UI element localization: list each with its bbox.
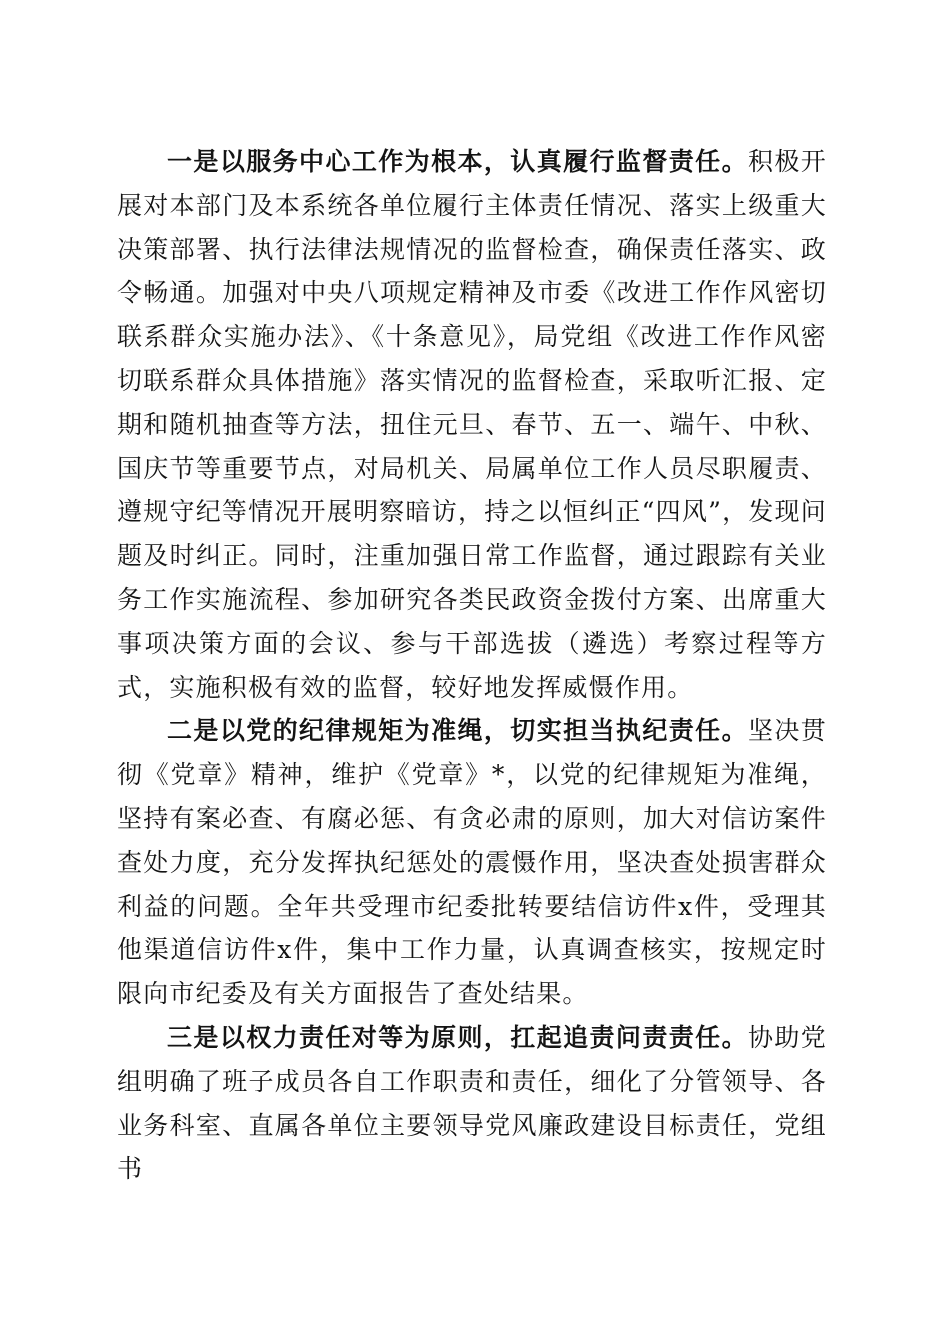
paragraph-text: 坚决贯彻《党章》精神，维护《党章》*，以党的纪律规矩为准绳，坚持有案必查、有腐必惩、有贪必肃的原则，加大对信访案件查处力度，充分发挥执纪惩处的震慑作用，坚决查处损害群众利益的问题。全年共受理市纪委批转要结信访件x件，受理其他渠道信访件x件，集中工作力量，认真调查核实，按规定时限向市纪委及有关方面报告了查处结果。 [117, 716, 828, 1009]
paragraph-accountability [117, 1016, 827, 1191]
paragraph-supervision [117, 140, 827, 709]
paragraph-text: 积极开展对本部门及本系统各单位履行主体责任情况、落实上级重大决策部署、执行法律法规情况的监督检查，确保责任落实、政令畅通。加强对中央八项规定精神及市委《改进工作作风密切联系群众实施办法》、《十条意见》，局党组《改进工作作风密切联系群众具体措施》落实情况的监督检查，采取听汇报、定期和随机抽查等方法，扭住元旦、春节、五一、端午、中秋、国庆节等重要节点，对局机关、局属单位工作人员尽职履责、遵规守纪等情况开展明察暗访，持之以恒纠正“四风”，发现问题及时纠正。同时，注重加强日常工作监督，通过跟踪有关业务工作实施流程、参加研究各类民政资金拨付方案、出席重大事项决策方面的会议、参与干部选拔（遴选）考察过程等方式，实施积极有效的监督，较好地发挥威慑作用。 [117, 147, 828, 702]
paragraph-heading: 三是以权力责任对等为原则，扛起追责问责责任。 [167, 1022, 748, 1052]
paragraph-heading: 一是以服务中心工作为根本，认真履行监督责任。 [167, 147, 748, 176]
paragraph-discipline [117, 709, 827, 1016]
paragraph-heading: 二是以党的纪律规矩为准绳，切实担当执纪责任。 [167, 716, 748, 746]
paragraph-text: 协助党组明确了班子成员各自工作职责和责任，细化了分管领导、各业务科室、直属各单位主要领导党风廉政建设目标责任，党组书 [117, 1022, 828, 1184]
document-body [117, 140, 827, 1191]
